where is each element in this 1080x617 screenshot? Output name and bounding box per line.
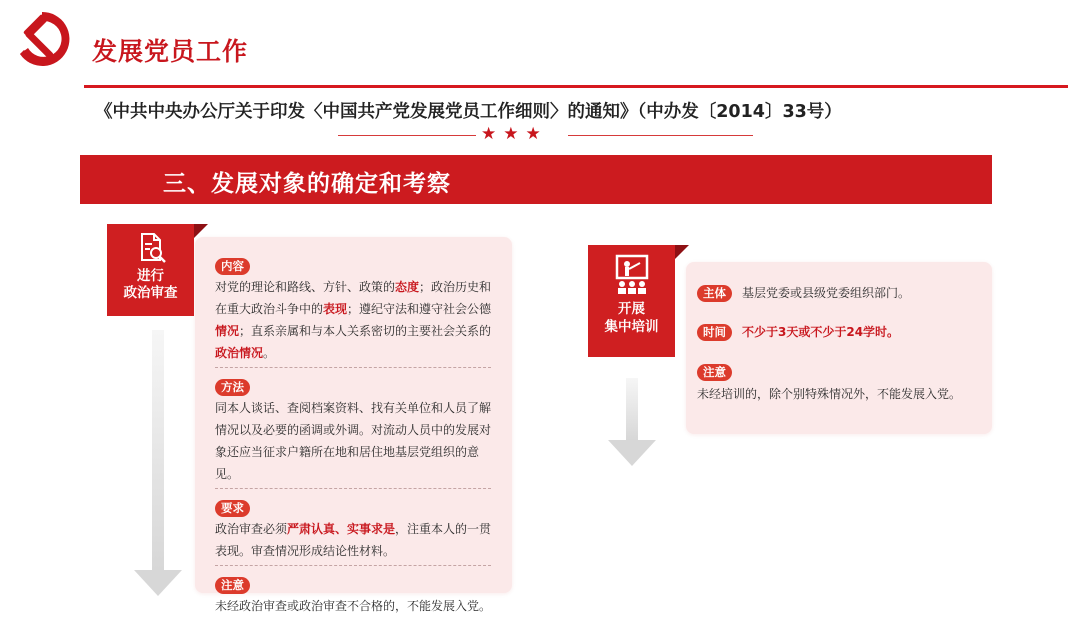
requirement-text: 政治审查必须严肃认真、实事求是，注重本人的一贯表现。审查情况形成结论性材料。	[215, 522, 492, 558]
time-text: 不少于3天或不少于24学时。	[742, 325, 900, 339]
subject-text: 基层党委或县级党委组织部门。	[742, 286, 911, 300]
badge-fold	[194, 224, 208, 238]
label-method: 方法	[215, 379, 250, 396]
time-row	[697, 321, 982, 343]
dashed-divider	[215, 488, 491, 489]
stars-icon: ★★★	[481, 124, 548, 144]
page-title: 发展党员工作	[92, 37, 249, 66]
label-note: 注意	[215, 577, 250, 594]
note-text: 未经政治审查或政治审查不合格的，不能发展入党。	[215, 599, 492, 613]
dashed-divider	[215, 565, 491, 566]
note-row	[697, 361, 982, 405]
down-arrow	[152, 330, 182, 596]
political-review-details	[215, 255, 501, 617]
training-badge	[588, 245, 675, 357]
label-content: 内容	[215, 258, 250, 275]
presentation-icon	[588, 254, 675, 300]
label-subject: 主体	[697, 285, 732, 302]
section-title: 三、发展对象的确定和考察	[163, 171, 451, 197]
subject-row	[697, 282, 982, 304]
stars-divider	[338, 126, 753, 146]
note-text: 未经培训的，除个别特殊情况外，不能发展入党。	[697, 387, 962, 401]
dashed-divider	[215, 367, 491, 368]
method-text: 同本人谈话、查阅档案资料、找有关单位和人员了解情况以及必要的函调或外调。对流动人员中的发展对象还应当征求户籍所在地和居住地基层党组织的意见。	[215, 401, 492, 481]
header-divider	[84, 85, 1068, 88]
label-time: 时间	[697, 324, 732, 341]
badge-label-line2: 政治审查	[123, 285, 178, 301]
document-title: 《中共中央办公厅关于印发〈中国共产党发展党员工作细则〉的通知》（中办发〔2014〕33号）	[95, 102, 842, 122]
label-note: 注意	[697, 364, 732, 381]
label-requirement: 要求	[215, 500, 250, 517]
training-details	[697, 282, 982, 405]
badge-label-line2: 集中培训	[604, 319, 659, 335]
down-arrow	[626, 378, 656, 466]
political-review-badge	[107, 224, 194, 316]
party-emblem-icon	[12, 8, 74, 70]
badge-fold	[675, 245, 689, 259]
badge-label-line1: 开展	[618, 301, 645, 317]
content-text: 对党的理论和路线、方针、政策的态度；政治历史和在重大政治斗争中的表现；遵纪守法和遵守社会公德情况；直系亲属和与本人关系密切的主要社会关系的政治情况。	[215, 280, 492, 360]
badge-label-line1: 进行	[137, 268, 164, 284]
document-search-icon	[107, 232, 194, 268]
